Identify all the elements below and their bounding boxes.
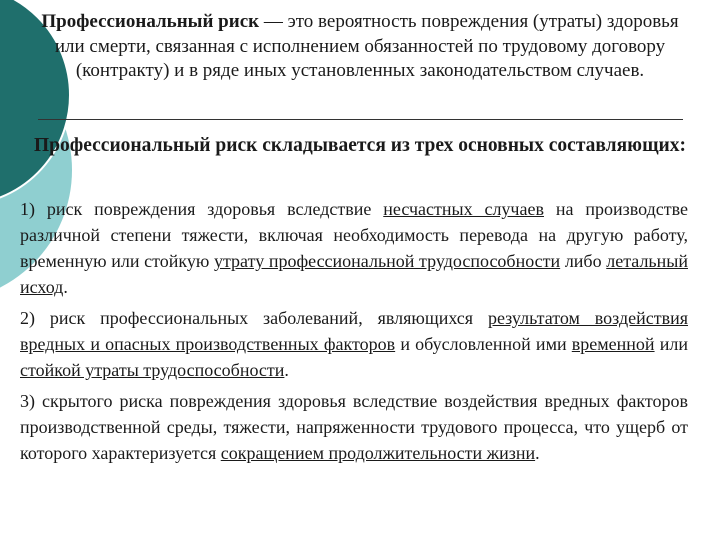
item-text: и обусловленной ими [395,334,572,354]
list-item-2 [20,305,688,383]
underlined-term: временной [571,334,655,354]
item-text: 2) риск профессиональных заболеваний, являющихся [20,308,488,328]
definition-paragraph [40,10,680,84]
item-text: . [284,360,289,380]
item-text: . [535,443,540,463]
divider-line [38,119,683,120]
definition-term: Профессиональный риск [41,11,260,32]
item-text: 1) риск повреждения здоровья вследствие [20,199,384,219]
item-text: . [63,277,68,297]
item-text: 3) скрытого риска повреждения здоровья вследствие воздействия вредных факторов производственной среды, тяжести, напряженности трудового процесса, что ущерб от которого характеризуется [20,391,688,463]
item-text: либо [560,251,607,271]
list-item-1 [20,196,688,300]
definition-text: — это вероятность повреждения (утраты) здоровья или смерти, связанная с исполнением обязанностей по трудовому договору (контракту) и в ряде иных установленных законодательством случаев. [54,11,679,81]
section-subtitle: Профессиональный риск складывается из трех основных составляющих: [33,135,687,156]
item-text: на производстве различной степени тяжести, включая необходимость перевода на другую работу, временную или стойкую [20,199,688,271]
underlined-term: сокращением продолжительности жизни [220,443,536,463]
underlined-term: несчастных случаев [383,199,544,219]
underlined-term: результатом воздействия вредных и опасных производственных факторов [20,308,688,354]
underlined-term: стойкой утраты трудоспособности [20,360,285,380]
list-item-3 [20,388,688,466]
underlined-term: летальный исход [20,251,688,297]
underlined-term: утрату профессиональной трудоспособности [213,251,561,271]
item-text: или [654,334,688,354]
risk-components-list [20,196,688,471]
